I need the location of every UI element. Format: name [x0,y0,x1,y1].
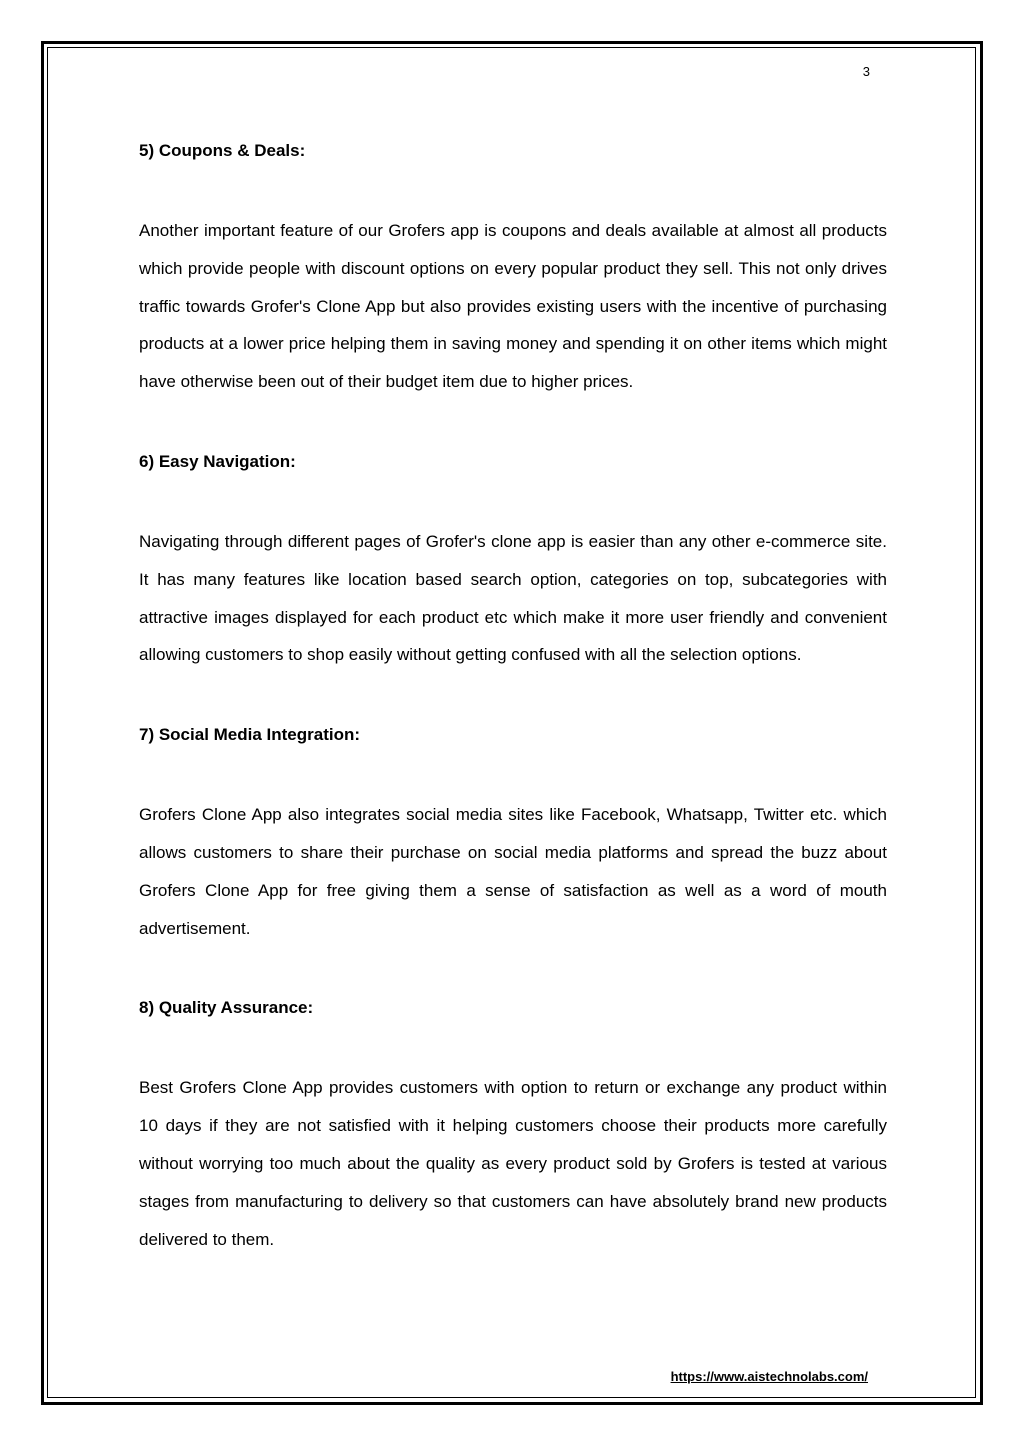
section-paragraph: Best Grofers Clone App provides customers with option to return or exchange any product within 10 days if they are not satisfied with it helping customers choose their products more carefully without worrying too much about the quality as every product sold by Grofers is tested at various stages from manufacturing to delivery so that customers can have absolutely brand new products delivered to them. [139,1078,887,1249]
section-easy-navigation [139,447,887,674]
page-number: 3 [862,64,870,79]
section-coupons-deals [139,136,887,401]
section-heading: 7) Social Media Integration: [139,725,361,745]
section-paragraph: Navigating through different pages of Grofer's clone app is easier than any other e-commerce site. It has many features like location based search option, categories on top, subcategories with attractive images displayed for each product etc which make it more user friendly and convenient allowing customers to shop easily without getting confused with all the selection options. [139,531,887,665]
section-heading: 6) Easy Navigation: [139,451,296,471]
section-heading: 5) Coupons & Deals: [139,141,306,160]
section-paragraph: Another important feature of our Grofers app is coupons and deals available at almost all products which provide people with discount options on every popular product they sell. This not only drives traffic towards Grofer's Clone App but also provides existing users with the incentive of purchasing products at a lower price helping them in saving money and spending it on other items which might have otherwise been out of their budget item due to higher prices. [139,221,887,392]
section-heading: 8) Quality Assurance: [139,998,314,1018]
footer-website-link[interactable]: https://www.aistechnolabs.com/ [670,1369,868,1384]
document-body [139,136,887,1304]
section-quality-assurance [139,993,887,1258]
section-social-media-integration [139,720,887,947]
section-paragraph: Grofers Clone App also integrates social media sites like Facebook, Whatsapp, Twitter etc. which allows customers to share their purchase on social media platforms and spread the buzz about Grofers Clone App for free giving them a sense of satisfaction as well as a word of mouth advertisement. [139,805,887,938]
